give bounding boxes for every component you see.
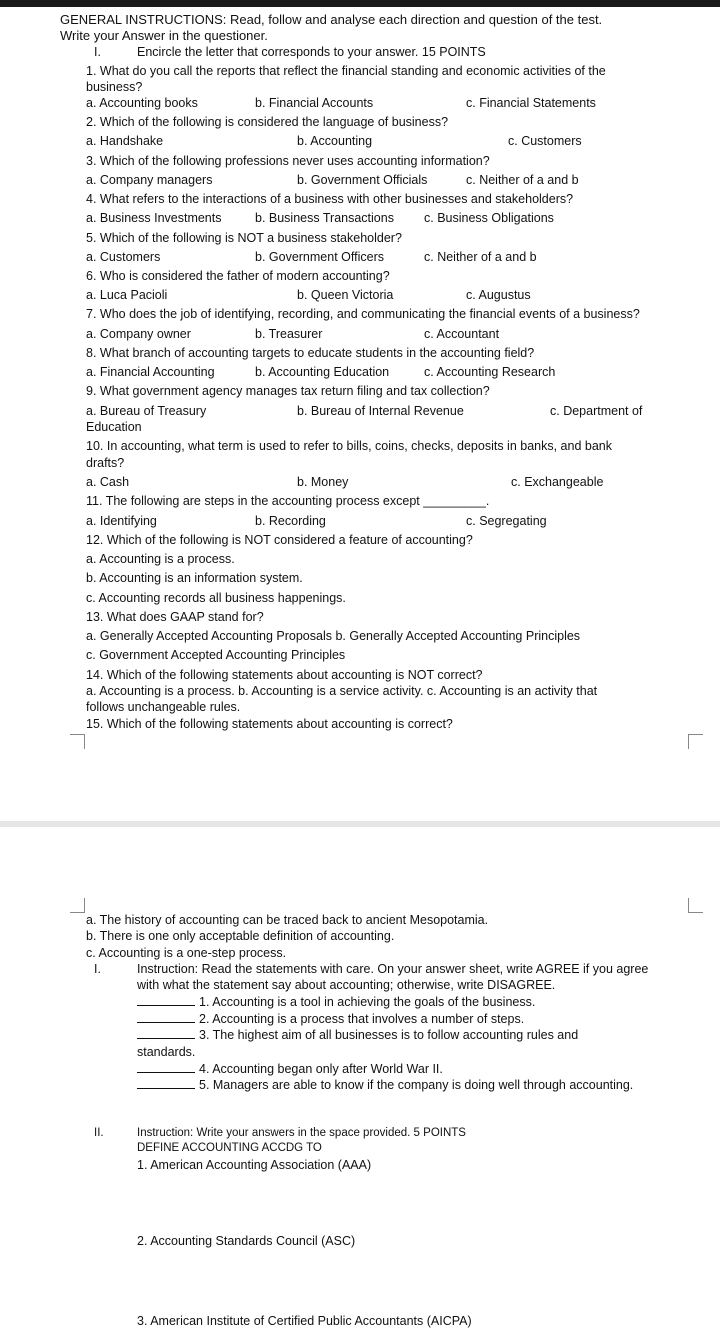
q11-option-c[interactable]: c. Segregating — [466, 514, 547, 528]
crop-mark-bottom-right — [688, 898, 703, 913]
q10-text: 10. In accounting, what term is used to refer to bills, coins, checks, deposits in banks, and bank — [86, 439, 612, 453]
q8-option-b[interactable]: b. Accounting Education — [255, 365, 390, 379]
statement-3 — [137, 1028, 578, 1043]
q5-option-b[interactable]: b. Government Officers — [255, 250, 384, 264]
q10-option-c[interactable]: c. Exchangeable — [511, 475, 604, 489]
q9-option-a[interactable]: a. Bureau of Treasury — [86, 404, 207, 418]
q12-option-b[interactable]: b. Accounting is an information system. — [86, 571, 303, 585]
q14-text: 14. Which of the following statements about accounting is NOT correct? — [86, 668, 483, 682]
statement-text: 5. Managers are able to know if the company is doing well through accounting. — [199, 1078, 634, 1092]
general-instructions: GENERAL INSTRUCTIONS: Read, follow and analyse each direction and question of the test. — [60, 12, 603, 27]
q1-option-c[interactable]: c. Financial Statements — [466, 96, 596, 110]
q2-text: 2. Which of the following is considered the language of business? — [86, 115, 449, 129]
answer-blank[interactable] — [137, 1078, 195, 1089]
q6-text: 6. Who is considered the father of modern accounting? — [86, 269, 390, 283]
statement-1 — [137, 995, 535, 1010]
q15-option-c[interactable]: c. Accounting is a one-step process. — [86, 946, 287, 960]
statement-4 — [137, 1062, 443, 1077]
q11-blank: _________. — [423, 494, 490, 508]
q13-text: 13. What does GAAP stand for? — [86, 610, 264, 624]
q12-option-c[interactable]: c. Accounting records all business happenings. — [86, 591, 346, 605]
q11-option-a[interactable]: a. Identifying — [86, 514, 157, 528]
q15-option-a[interactable]: a. The history of accounting can be traced back to ancient Mesopotamia. — [86, 913, 489, 927]
q10-option-b[interactable]: b. Money — [297, 475, 349, 489]
q1-text: 1. What do you call the reports that reflect the financial standing and economic activities of the — [86, 64, 606, 78]
statement-3-cont: standards. — [137, 1045, 196, 1059]
define-item-1: 1. American Accounting Association (AAA) — [137, 1158, 372, 1172]
q3-option-c[interactable]: c. Neither of a and b — [466, 173, 579, 187]
q11-text — [86, 494, 489, 509]
q1-option-a[interactable]: a. Accounting books — [86, 96, 198, 110]
q1-text-cont: business? — [86, 80, 143, 94]
q2-option-a[interactable]: a. Handshake — [86, 134, 164, 148]
q14-options[interactable]: a. Accounting is a process. b. Accounting is a service activity. c. Accounting is an activity that — [86, 684, 598, 698]
q12-option-a[interactable]: a. Accounting is a process. — [86, 552, 235, 566]
statement-text: 2. Accounting is a process that involves a number of steps. — [199, 1012, 525, 1026]
q7-option-c[interactable]: c. Accountant — [424, 327, 500, 341]
statement-2 — [137, 1012, 524, 1027]
q8-option-a[interactable]: a. Financial Accounting — [86, 365, 215, 379]
q3-option-b[interactable]: b. Government Officials — [297, 173, 428, 187]
q2-option-b[interactable]: b. Accounting — [297, 134, 373, 148]
part1-title: Encircle the letter that corresponds to your answer. 15 POINTS — [137, 45, 486, 59]
q9-text: 9. What government agency manages tax return filing and tax collection? — [86, 384, 490, 398]
q4-option-c[interactable]: c. Business Obligations — [424, 211, 554, 225]
page-break — [0, 821, 720, 827]
crop-mark-bottom-left — [70, 898, 85, 913]
answer-blank[interactable] — [137, 1028, 195, 1039]
q3-text: 3. Which of the following professions never uses accounting information? — [86, 154, 490, 168]
q9-option-c[interactable]: c. Department of — [550, 404, 643, 418]
crop-mark-top-right — [688, 734, 703, 749]
statement-text: 4. Accounting began only after World War II. — [199, 1062, 443, 1076]
define-item-2: 2. Accounting Standards Council (ASC) — [137, 1234, 356, 1248]
q15-text: 15. Which of the following statements about accounting is correct? — [86, 717, 453, 731]
crop-mark-top-left — [70, 734, 85, 749]
q15-option-b[interactable]: b. There is one only acceptable definition of accounting. — [86, 929, 395, 943]
q5-option-c[interactable]: c. Neither of a and b — [424, 250, 537, 264]
q6-option-b[interactable]: b. Queen Victoria — [297, 288, 394, 302]
q8-text: 8. What branch of accounting targets to educate students in the accounting field? — [86, 346, 535, 360]
q11-question: 11. The following are steps in the accounting process except — [86, 494, 420, 508]
q9-option-b[interactable]: b. Bureau of Internal Revenue — [297, 404, 464, 418]
q3-option-a[interactable]: a. Company managers — [86, 173, 213, 187]
q14-options-cont[interactable]: follows unchangeable rules. — [86, 700, 241, 714]
q4-text: 4. What refers to the interactions of a business with other businesses and stakeholders? — [86, 192, 574, 206]
part3-subtitle: DEFINE ACCOUNTING ACCDG TO — [137, 1142, 322, 1154]
q10-option-a[interactable]: a. Cash — [86, 475, 130, 489]
q12-text: 12. Which of the following is NOT considered a feature of accounting? — [86, 533, 473, 547]
part1-numeral: I. — [94, 45, 101, 59]
q11-option-b[interactable]: b. Recording — [255, 514, 326, 528]
q9-option-c-cont[interactable]: Education — [86, 420, 142, 434]
part2-numeral: I. — [94, 962, 101, 976]
q13-option-c[interactable]: c. Government Accepted Accounting Principles — [86, 648, 346, 662]
q2-option-c[interactable]: c. Customers — [508, 134, 582, 148]
part3-instruction: Instruction: Write your answers in the space provided. 5 POINTS — [137, 1127, 466, 1139]
q8-option-c[interactable]: c. Accounting Research — [424, 365, 556, 379]
define-item-3: 3. American Institute of Certified Public Accountants (AICPA) — [137, 1314, 472, 1328]
part3-numeral: II. — [94, 1127, 104, 1139]
answer-instruction: Write your Answer in the questioner. — [60, 28, 268, 43]
answer-blank[interactable] — [137, 1012, 195, 1023]
part2-instruction-cont: with what the statement say about accounting; otherwise, write DISAGREE. — [137, 978, 556, 992]
part2-instruction: Instruction: Read the statements with care. On your answer sheet, write AGREE if you agree — [137, 962, 649, 976]
statement-text: 3. The highest aim of all businesses is to follow accounting rules and — [199, 1028, 579, 1042]
answer-blank[interactable] — [137, 995, 195, 1006]
q7-option-a[interactable]: a. Company owner — [86, 327, 191, 341]
q10-text-cont: drafts? — [86, 456, 125, 470]
q4-option-a[interactable]: a. Business Investments — [86, 211, 222, 225]
q7-text: 7. Who does the job of identifying, recording, and communicating the financial events of a business? — [86, 307, 640, 321]
q6-option-c[interactable]: c. Augustus — [466, 288, 531, 302]
q4-option-b[interactable]: b. Business Transactions — [255, 211, 394, 225]
statement-5 — [137, 1078, 633, 1093]
top-border — [0, 0, 720, 7]
q13-option-ab[interactable]: a. Generally Accepted Accounting Proposals b. Generally Accepted Accounting Principles — [86, 629, 581, 643]
statement-text: 1. Accounting is a tool in achieving the goals of the business. — [199, 995, 536, 1009]
q6-option-a[interactable]: a. Luca Pacioli — [86, 288, 168, 302]
q7-option-b[interactable]: b. Treasurer — [255, 327, 323, 341]
answer-blank[interactable] — [137, 1062, 195, 1073]
q5-option-a[interactable]: a. Customers — [86, 250, 161, 264]
q5-text: 5. Which of the following is NOT a business stakeholder? — [86, 231, 402, 245]
q1-option-b[interactable]: b. Financial Accounts — [255, 96, 374, 110]
